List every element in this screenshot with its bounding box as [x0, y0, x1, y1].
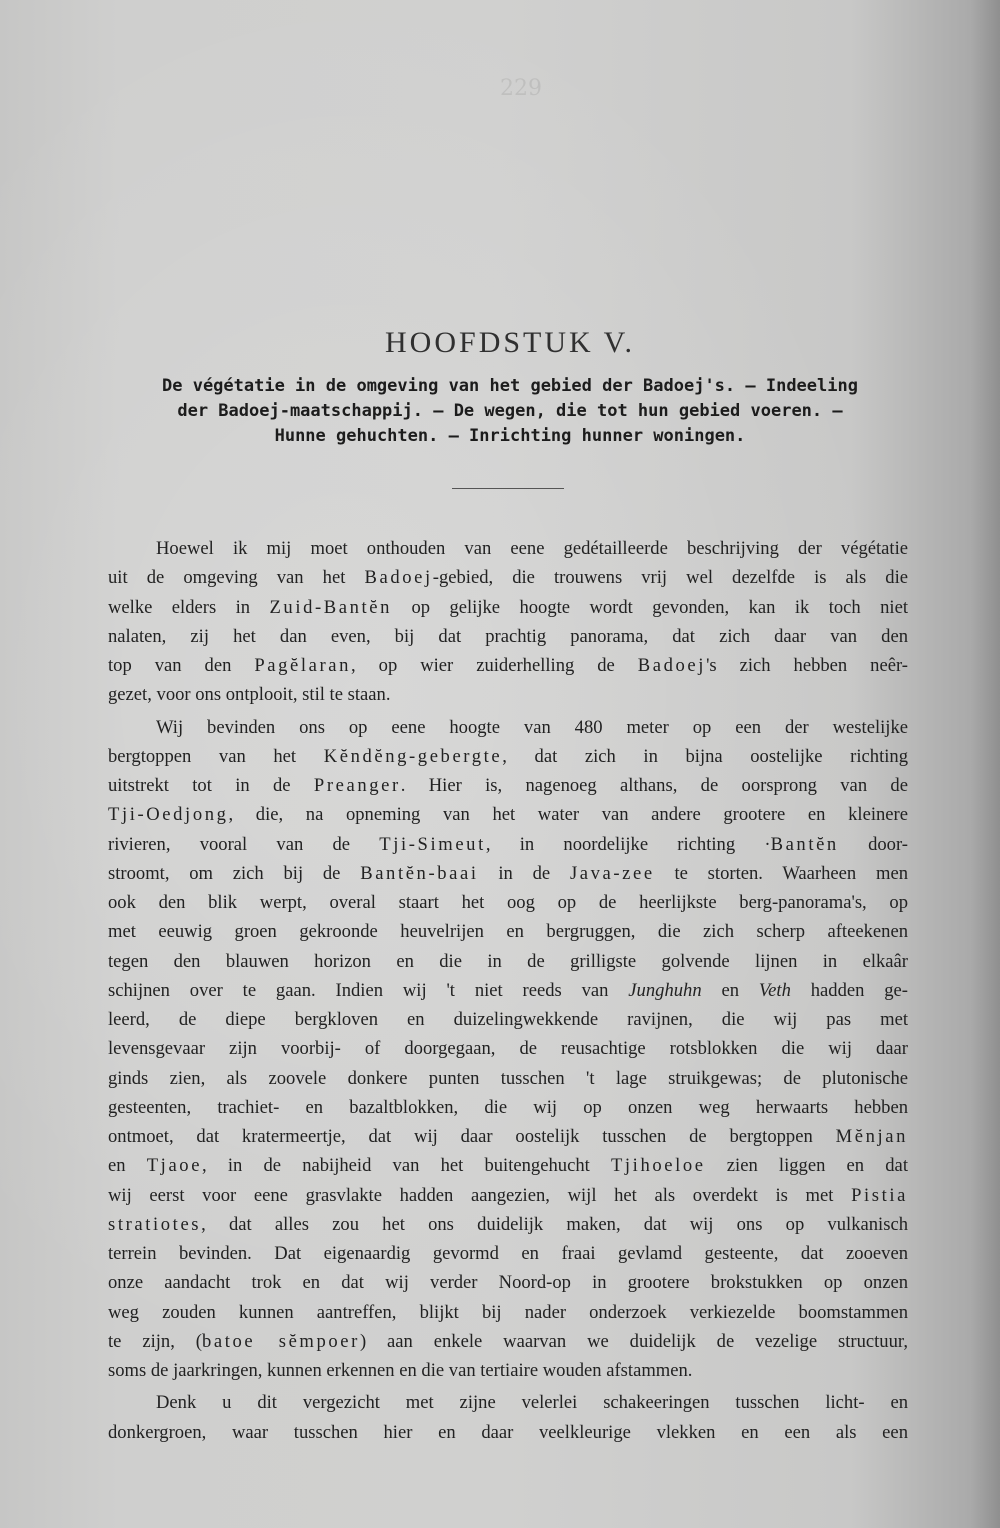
summary-line: der Badoej-maatschappij. — De wegen, die tot hun gebied voeren. — [177, 401, 843, 421]
text-run: door- [838, 833, 908, 855]
text-line [108, 976, 908, 1005]
text-run: stroomt, om zich bij de [108, 862, 361, 884]
summary-line: De végétatie in de omgeving van het gebied der Badoej's. — Indeeling [162, 376, 858, 396]
text-run: leerd, de diepe bergkloven en duizelingwekkende ravijnen, die wij pas met [108, 1009, 908, 1030]
text-run: ontmoet, dat kratermeertje, dat wij daar oostelijk tusschen de bergtoppen [108, 1126, 836, 1147]
spaced-name: stratiotes [108, 1213, 202, 1235]
text-line [108, 1210, 908, 1239]
text-run: , die, na opneming van het water van andere grootere en kleinere [228, 804, 908, 826]
text-run: -gebied, die trouwens vrij wel dezelfde is als die [432, 567, 908, 589]
text-run: zien liggen en dat [705, 1155, 908, 1177]
text-run: te storten. Waarheen men [654, 862, 908, 884]
text-run: , dat alles zou het ons duidelijk maken, dat wij ons op vulkanisch [201, 1213, 908, 1235]
text-run: te zijn, ( [108, 1330, 202, 1352]
text-run: in de [478, 862, 570, 884]
text-line [108, 1268, 908, 1297]
text-run: uit de omgeving van het [108, 567, 365, 589]
text-run: schijnen over te gaan. Indien wij 't niet reeds van [108, 979, 629, 1001]
text-line [108, 1418, 908, 1447]
text-run: top van den [108, 655, 255, 676]
text-line [108, 1327, 908, 1356]
text-run: welke elders in [108, 596, 270, 618]
page-number: 229 [500, 76, 542, 101]
text-run: levensgevaar zijn voorbij- of doorgegaan, de reusachtige rotsblokken die wij daar [108, 1038, 908, 1060]
text-line [108, 859, 908, 888]
text-run: en [701, 979, 759, 1001]
text-run: Denk u dit vergezicht met zijne velerlei schakeeringen tusschen licht- en [156, 1392, 908, 1414]
text-line [108, 830, 908, 859]
text-run: , in de nabijheid van het buitengehucht [202, 1155, 611, 1177]
spaced-name: Preanger [313, 775, 401, 796]
spaced-name: Zuid-Bantĕn [269, 596, 393, 618]
text-run: terrein bevinden. Dat eigenaardig gevormd en fraai gevlamd gesteente, dat zooeven [108, 1243, 908, 1264]
spaced-name: Kĕndĕng-gebergte [323, 745, 503, 767]
text-run: gesteenten, trachiet- en bazaltblokken, die wij op onzen weg herwaarts hebben [108, 1096, 908, 1118]
chapter-title: HOOFDSTUK V. [385, 326, 635, 359]
text-run: gezet, voor ons ontplooit, stil te staan. [108, 684, 391, 706]
spaced-name: Pagĕlaran [254, 655, 352, 676]
spaced-name: Pistia [851, 1184, 908, 1206]
text-line [108, 1093, 908, 1122]
italic-name: Veth [758, 979, 791, 1001]
text-line [108, 1005, 908, 1034]
text-run: hadden ge- [790, 979, 908, 1001]
text-line [108, 1122, 908, 1151]
section-divider [452, 488, 564, 489]
text-line [108, 1064, 908, 1093]
spaced-name: Tjihoeloe [610, 1155, 706, 1177]
text-line [108, 771, 908, 800]
text-line [108, 1239, 908, 1268]
text-run: en [108, 1155, 147, 1177]
text-run: donkergroen, waar tusschen hier en daar veelkleurige vlekken en een als een [108, 1421, 908, 1443]
text-line [108, 800, 908, 829]
text-line [108, 1181, 908, 1210]
text-run: , op wier zuiderhelling de [351, 655, 638, 676]
text-run: wij eerst voor eene grasvlakte hadden aangezien, wijl het als overdekt is met [108, 1184, 852, 1206]
text-line [108, 651, 908, 680]
text-run: ook den blik werpt, overal staart het oog op de heerlijkste berg-panorama's, op [108, 892, 908, 913]
text-line [108, 563, 908, 592]
text-run: bergtoppen van het [108, 745, 324, 767]
text-run: nalaten, zij het dan even, bij dat prachtig panorama, dat zich daar van den [108, 625, 908, 647]
text-run: . Hier is, nagenoeg althans, de oorsprong van de [400, 775, 908, 796]
spaced-name: Tji-Oedjong [108, 804, 229, 826]
spaced-name: Badoej [637, 655, 707, 676]
text-line [108, 593, 908, 622]
spaced-name: batoe sĕmpoer [201, 1330, 360, 1352]
spaced-name: Bantĕn [770, 833, 839, 855]
text-line [108, 1298, 908, 1327]
text-line [108, 742, 908, 771]
spaced-name: Bantĕn-baai [360, 862, 479, 884]
spaced-name: Mĕnjan [835, 1126, 908, 1147]
text-line [108, 1388, 908, 1417]
text-line [108, 947, 908, 976]
text-run: tegen den blauwen horizon en die in de grilligste golvende lijnen in elkaâr [108, 950, 908, 972]
text-run: rivieren, vooral van de [108, 833, 380, 855]
text-line [108, 888, 908, 917]
chapter-summary [110, 374, 910, 449]
text-run: ) aan enkele waarvan we duidelijk de vezelige structuur, [359, 1330, 908, 1352]
text-line [108, 713, 908, 742]
spaced-name: Badoej [364, 567, 433, 589]
text-run: Hoewel ik mij moet onthouden van eene gedétailleerde beschrijving der végétatie [156, 538, 908, 559]
text-run: onze aandacht trok en dat wij verder Noord-op in grootere brokstukken op onzen [108, 1272, 908, 1294]
text-line [108, 622, 908, 651]
text-run: op gelijke hoogte wordt gevonden, kan ik toch niet [392, 596, 908, 618]
text-run: uitstrekt tot in de [108, 775, 314, 796]
text-line [108, 534, 908, 563]
summary-line: Hunne gehuchten. — Inrichting hunner woningen. [274, 426, 746, 446]
text-run: Wij bevinden ons op eene hoogte van 480 meter op een der westelijke [156, 716, 908, 738]
text-line [108, 917, 908, 946]
text-run: , in noordelijke richting · [485, 833, 771, 855]
text-line [108, 1151, 908, 1180]
text-run: weg zouden kunnen aantreffen, blijkt bij nader onderzoek verkiezelde boomstammen [108, 1301, 908, 1323]
spaced-name: Java-zee [569, 862, 655, 884]
text-line [108, 1356, 908, 1385]
text-run: met eeuwig groen gekroonde heuvelrijen en bergruggen, die zich scherp afteekenen [108, 921, 908, 943]
italic-name: Junghuhn [628, 979, 702, 1001]
text-line [108, 680, 908, 709]
text-run: soms de jaarkringen, kunnen erkennen en die van tertiaire wouden afstammen. [108, 1360, 693, 1381]
text-line [108, 1034, 908, 1063]
spaced-name: Tji-Simeut [379, 833, 486, 855]
text-run: 's zich hebben neêr- [706, 655, 908, 676]
spaced-name: Tjaoe [146, 1155, 203, 1177]
text-run: , dat zich in bijna oostelijke richting [502, 745, 908, 767]
text-run: ginds zien, als zoovele donkere punten tusschen 't lage struikgewas; de plutonische [108, 1067, 908, 1089]
body-text [108, 534, 908, 1447]
